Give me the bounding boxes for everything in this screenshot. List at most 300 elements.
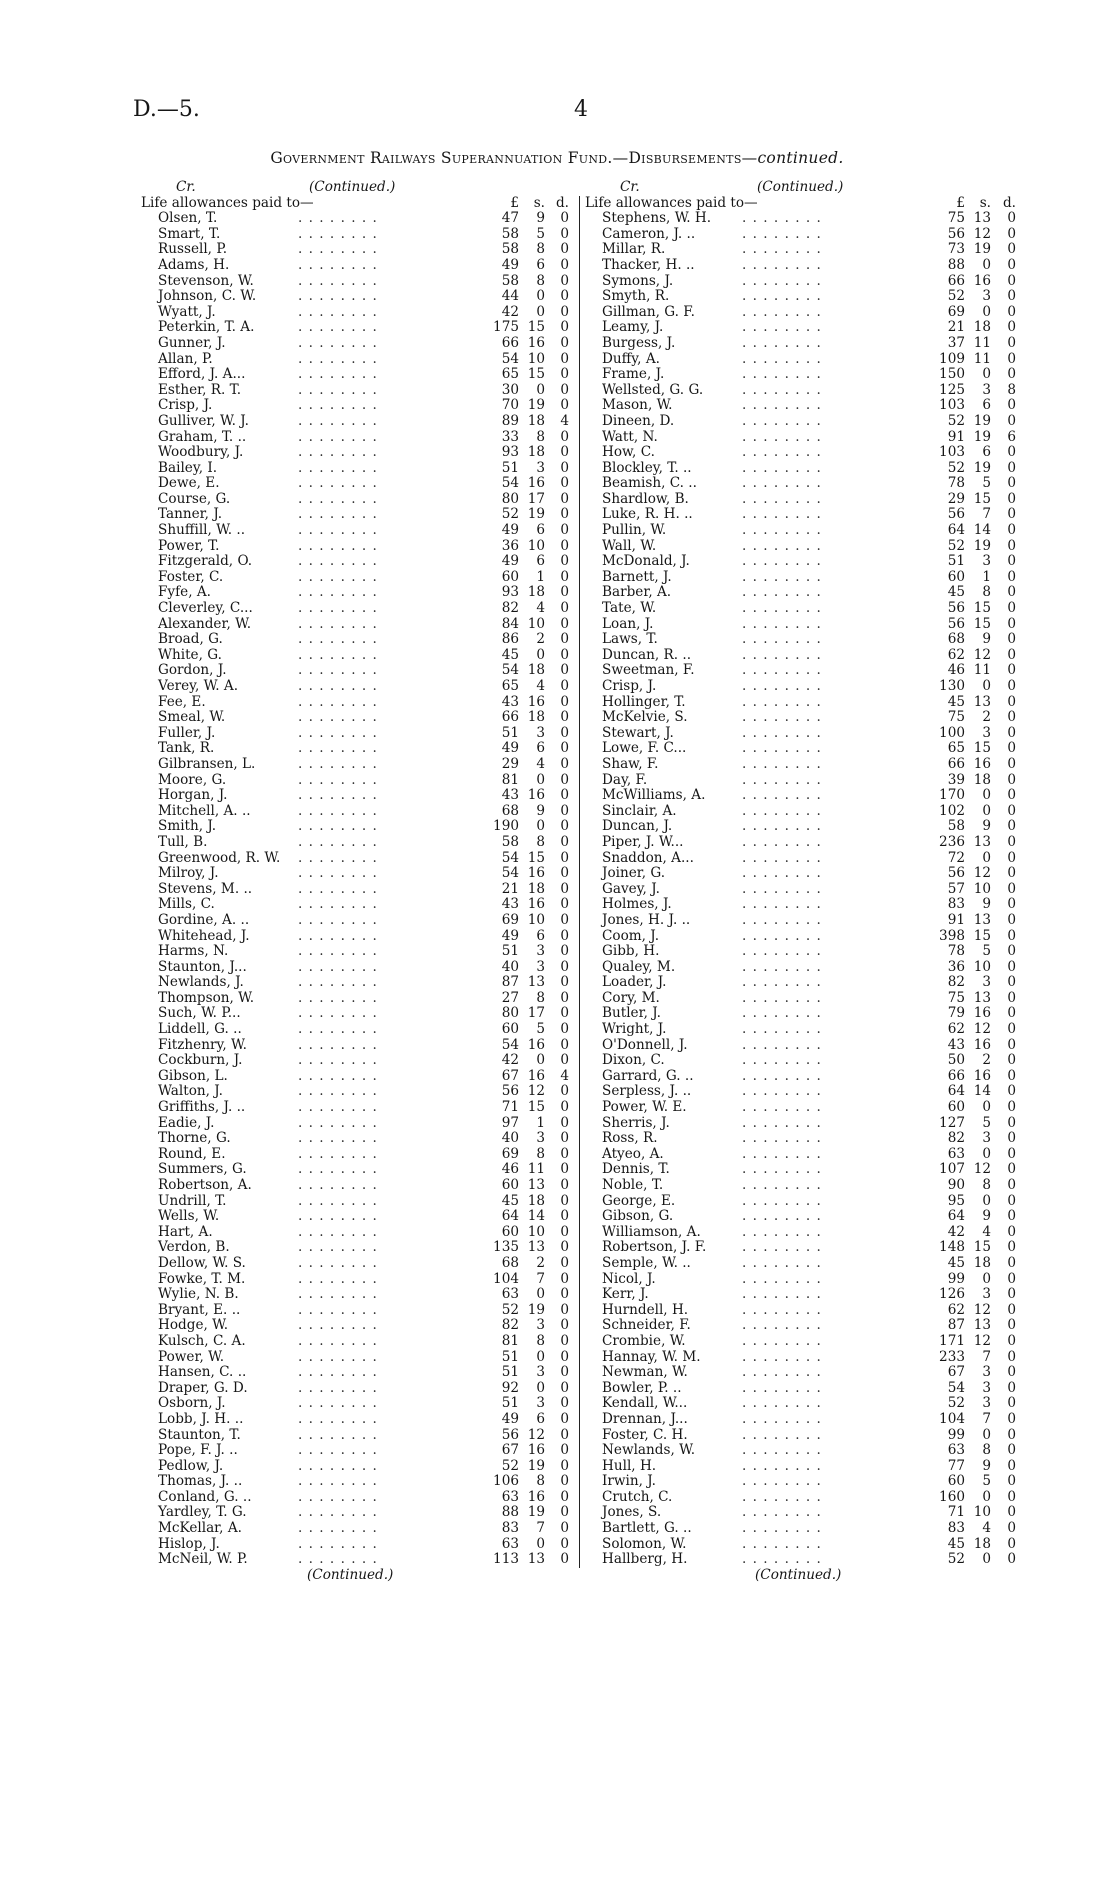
- amount-pence: 0: [560, 366, 569, 383]
- amount-pounds: 398: [939, 927, 965, 944]
- leader-dots: . . . . . . . .: [742, 802, 822, 819]
- amount-pence: 0: [560, 1208, 569, 1225]
- amount-shillings: 13: [527, 1239, 545, 1256]
- amount-shillings: 0: [982, 1551, 991, 1568]
- table-row: [585, 1038, 1022, 1054]
- section-header: [141, 196, 579, 212]
- amount-pence: 0: [1007, 1301, 1016, 1318]
- leader-dots: . . . . . . . .: [298, 412, 378, 429]
- table-row: [141, 975, 579, 991]
- amount-shillings: 8: [982, 1442, 991, 1459]
- amount-pounds: 92: [501, 1379, 519, 1396]
- table-row: [141, 1006, 579, 1022]
- amount-pence: 0: [1007, 927, 1016, 944]
- payee-name: Drennan, J...: [602, 1410, 688, 1427]
- table-row: [585, 835, 1022, 851]
- page-title: [0, 149, 1114, 167]
- amount-pounds: 49: [501, 522, 519, 539]
- leader-dots: . . . . . . . .: [742, 740, 822, 757]
- leader-dots: . . . . . . . .: [298, 1052, 378, 1069]
- table-row: [585, 211, 1022, 227]
- table-row: [585, 1537, 1022, 1553]
- table-row: [141, 726, 579, 742]
- amount-pounds: 54: [947, 1379, 965, 1396]
- amount-pence: 0: [560, 522, 569, 539]
- amount-pence: 0: [1007, 958, 1016, 975]
- amount-pounds: 90: [947, 1177, 965, 1193]
- amount-pence: 0: [560, 1130, 569, 1147]
- table-row: [585, 1194, 1022, 1210]
- amount-pence: 0: [1007, 1130, 1016, 1147]
- amount-shillings: 8: [536, 1332, 545, 1349]
- right-column-body: [585, 196, 1022, 1568]
- leader-dots: . . . . . . . .: [298, 631, 378, 648]
- payee-name: Hodge, W.: [158, 1317, 229, 1334]
- leader-dots: . . . . . . . .: [742, 833, 822, 850]
- amount-shillings: 6: [982, 397, 991, 414]
- amount-shillings: 19: [527, 506, 545, 523]
- amount-shillings: 19: [527, 397, 545, 414]
- amount-pence: 0: [560, 600, 569, 617]
- payee-name: Hart, A.: [158, 1223, 213, 1240]
- amount-pence: 0: [1007, 1254, 1016, 1271]
- amount-shillings: 13: [973, 210, 991, 227]
- table-row: [585, 929, 1022, 945]
- payee-name: Fitzgerald, O.: [158, 553, 253, 570]
- amount-shillings: 7: [536, 1520, 545, 1537]
- amount-shillings: 0: [982, 787, 991, 804]
- amount-pence: 0: [1007, 1192, 1016, 1209]
- leader-dots: . . . . . . . .: [742, 1021, 822, 1038]
- amount-shillings: 18: [973, 1535, 991, 1552]
- amount-pence: 0: [560, 1395, 569, 1412]
- leader-dots: . . . . . . . .: [742, 444, 822, 461]
- amount-shillings: 0: [982, 303, 991, 320]
- payee-name: Tanner, J.: [158, 506, 223, 523]
- amount-shillings: 3: [536, 724, 545, 741]
- table-row: [585, 570, 1022, 586]
- payee-name: Smeal, W.: [158, 709, 226, 726]
- amount-shillings: 8: [536, 241, 545, 258]
- amount-shillings: 19: [973, 537, 991, 554]
- amount-shillings: 13: [973, 989, 991, 1006]
- payee-name: Serpless, J. ..: [602, 1083, 692, 1100]
- payee-name: Power, W. E.: [602, 1099, 687, 1116]
- amount-shillings: 12: [527, 1426, 545, 1443]
- payee-name: Graham, T. ..: [158, 428, 247, 445]
- leader-dots: . . . . . . . .: [298, 693, 378, 710]
- table-row: [585, 1474, 1022, 1490]
- amount-pounds: 36: [501, 537, 519, 554]
- payee-name: Atyeo, A.: [602, 1145, 664, 1162]
- table-row: [141, 320, 579, 336]
- amount-pounds: 87: [947, 1317, 965, 1334]
- leader-dots: . . . . . . . .: [742, 755, 822, 772]
- amount-pence: 0: [1007, 522, 1016, 539]
- amount-shillings: 3: [982, 974, 991, 991]
- amount-shillings: 16: [973, 272, 991, 289]
- payee-name: Crutch, C.: [602, 1488, 673, 1505]
- amount-shillings: 17: [527, 1005, 545, 1022]
- amount-pence: 0: [1007, 444, 1016, 461]
- payee-name: Broad, G.: [158, 631, 223, 648]
- amount-pounds: 67: [501, 1442, 519, 1459]
- amount-shillings: 11: [973, 662, 991, 679]
- table-row: [141, 242, 579, 258]
- amount-pence: 0: [1007, 1114, 1016, 1131]
- amount-shillings: 4: [536, 755, 545, 772]
- payee-name: Efford, J. A...: [158, 366, 246, 383]
- table-row: [585, 757, 1022, 773]
- amount-pounds: 106: [493, 1473, 519, 1490]
- leader-dots: . . . . . . . .: [298, 833, 378, 850]
- amount-pounds: 93: [501, 584, 519, 601]
- amount-pence: 0: [560, 849, 569, 866]
- table-row: [585, 1147, 1022, 1163]
- leader-dots: . . . . . . . .: [742, 662, 822, 679]
- leader-dots: . . . . . . . .: [298, 444, 378, 461]
- amount-pounds: 42: [501, 1052, 519, 1069]
- table-row: [585, 960, 1022, 976]
- footer-continued: (Continued.): [307, 1566, 394, 1583]
- table-row: [585, 430, 1022, 446]
- amount-pence: 0: [1007, 210, 1016, 227]
- amount-pence: 0: [1007, 1036, 1016, 1053]
- amount-pounds: 29: [947, 490, 965, 507]
- amount-shillings: 9: [982, 818, 991, 835]
- amount-shillings: 13: [527, 1177, 545, 1193]
- payee-name: Semple, W. ..: [602, 1254, 691, 1271]
- amount-shillings: 14: [973, 522, 991, 539]
- amount-pounds: 51: [501, 724, 519, 741]
- table-row: [585, 944, 1022, 960]
- amount-pence: 0: [560, 350, 569, 367]
- payee-name: Thomas, J. ..: [158, 1473, 243, 1490]
- leader-dots: . . . . . . . .: [742, 303, 822, 320]
- amount-shillings: 15: [973, 490, 991, 507]
- leader-dots: . . . . . . . .: [742, 1254, 822, 1271]
- table-row: [585, 523, 1022, 539]
- payee-name: Robertson, J. F.: [602, 1239, 707, 1256]
- amount-shillings: 6: [536, 522, 545, 539]
- table-row: [141, 289, 579, 305]
- payee-name: Staunton, T.: [158, 1426, 241, 1443]
- amount-pounds: 62: [947, 1301, 965, 1318]
- amount-pence: 0: [560, 615, 569, 632]
- leader-dots: . . . . . . . .: [742, 1052, 822, 1069]
- amount-shillings: 16: [973, 1005, 991, 1022]
- table-row: [141, 1022, 579, 1038]
- continued-label: (Continued.): [757, 179, 844, 195]
- leader-dots: . . . . . . . .: [298, 1488, 378, 1505]
- amount-shillings: 16: [973, 755, 991, 772]
- leader-dots: . . . . . . . .: [298, 1114, 378, 1131]
- table-row: [141, 570, 579, 586]
- amount-pounds: 21: [947, 319, 965, 336]
- table-row: [141, 1490, 579, 1506]
- leader-dots: . . . . . . . .: [742, 849, 822, 866]
- amount-pounds: 54: [501, 475, 519, 492]
- amount-pounds: 52: [947, 459, 965, 476]
- leader-dots: . . . . . . . .: [298, 225, 378, 242]
- payee-name: Piper, J. W...: [602, 833, 684, 850]
- amount-pounds: 89: [501, 412, 519, 429]
- amount-pounds: 60: [947, 1473, 965, 1490]
- amount-shillings: 8: [536, 428, 545, 445]
- payee-name: Smart, T.: [158, 225, 221, 242]
- amount-pounds: 45: [947, 1254, 965, 1271]
- amount-pence: 0: [1007, 1223, 1016, 1240]
- amount-pounds: 58: [947, 818, 965, 835]
- amount-pence: 6: [1007, 428, 1016, 445]
- payee-name: Butler, J.: [602, 1005, 661, 1022]
- amount-pounds: 62: [947, 646, 965, 663]
- allowance-list: [585, 211, 1022, 1568]
- leader-dots: . . . . . . . .: [298, 1442, 378, 1459]
- payee-name: Round, E.: [158, 1145, 226, 1162]
- leader-dots: . . . . . . . .: [298, 958, 378, 975]
- leader-dots: . . . . . . . .: [742, 412, 822, 429]
- payee-name: Foster, C. H.: [602, 1426, 688, 1443]
- amount-pounds: 81: [501, 771, 519, 788]
- amount-pence: 0: [560, 1145, 569, 1162]
- table-row: [585, 289, 1022, 305]
- amount-pence: 0: [560, 802, 569, 819]
- amount-pence: 0: [1007, 1348, 1016, 1365]
- amount-shillings: 0: [536, 1286, 545, 1303]
- leader-dots: . . . . . . . .: [298, 288, 378, 305]
- payee-name: Sweetman, F.: [602, 662, 695, 679]
- leader-dots: . . . . . . . .: [742, 475, 822, 492]
- leader-dots: . . . . . . . .: [742, 1395, 822, 1412]
- leader-dots: . . . . . . . .: [742, 1208, 822, 1225]
- amount-pence: 0: [560, 1348, 569, 1365]
- amount-pounds: 84: [501, 615, 519, 632]
- amount-pounds: 64: [501, 1208, 519, 1225]
- amount-pounds: 75: [947, 989, 965, 1006]
- amount-pence: 0: [560, 678, 569, 694]
- amount-pence: 0: [560, 989, 569, 1006]
- table-row: [141, 1552, 579, 1568]
- payee-name: Crombie, W.: [602, 1332, 686, 1349]
- amount-pence: 0: [1007, 896, 1016, 913]
- amount-pence: 0: [560, 1301, 569, 1318]
- leader-dots: . . . . . . . .: [742, 943, 822, 960]
- title-main: Government Railways Superannuation Fund.—Disbursements—: [270, 149, 758, 167]
- payee-name: Dixon, C.: [602, 1052, 665, 1069]
- amount-pence: 0: [1007, 490, 1016, 507]
- payee-name: Olsen, T.: [158, 210, 218, 227]
- amount-shillings: 4: [982, 1520, 991, 1537]
- amount-pounds: 63: [947, 1442, 965, 1459]
- amount-pounds: 67: [501, 1067, 519, 1084]
- amount-pence: 0: [560, 1410, 569, 1427]
- amount-pounds: 56: [501, 1083, 519, 1100]
- payee-name: Fitzhenry, W.: [158, 1036, 247, 1053]
- leader-dots: . . . . . . . .: [298, 1426, 378, 1443]
- payee-name: Fyfe, A.: [158, 584, 211, 601]
- payee-name: Gibson, L.: [158, 1067, 228, 1084]
- amount-pounds: 58: [501, 225, 519, 242]
- amount-pence: 0: [1007, 1099, 1016, 1116]
- payee-name: Hannay, W. M.: [602, 1348, 701, 1365]
- amount-pence: 0: [1007, 256, 1016, 273]
- leader-dots: . . . . . . . .: [298, 1005, 378, 1022]
- amount-shillings: 0: [982, 1488, 991, 1505]
- leader-dots: . . . . . . . .: [298, 849, 378, 866]
- payee-name: Shaw, F.: [602, 755, 659, 772]
- amount-shillings: 18: [527, 880, 545, 897]
- table-row: [141, 1084, 579, 1100]
- leader-dots: . . . . . . . .: [298, 522, 378, 539]
- amount-shillings: 14: [973, 1083, 991, 1100]
- payee-name: Stewart, J.: [602, 724, 674, 741]
- amount-pounds: 60: [501, 1177, 519, 1193]
- payee-name: Thompson, W.: [158, 989, 255, 1006]
- leader-dots: . . . . . . . .: [298, 1021, 378, 1038]
- table-row: [141, 305, 579, 321]
- leader-dots: . . . . . . . .: [298, 927, 378, 944]
- leader-dots: . . . . . . . .: [742, 1192, 822, 1209]
- section-label: Life allowances paid to—: [585, 194, 758, 211]
- amount-pounds: 44: [501, 288, 519, 305]
- amount-shillings: 16: [527, 787, 545, 804]
- amount-pence: 0: [1007, 272, 1016, 289]
- leader-dots: . . . . . . . .: [298, 1364, 378, 1381]
- amount-pounds: 49: [501, 256, 519, 273]
- leader-dots: . . . . . . . .: [742, 1364, 822, 1381]
- amount-shillings: 18: [973, 771, 991, 788]
- table-row: [141, 648, 579, 664]
- leader-dots: . . . . . . . .: [298, 1254, 378, 1271]
- amount-pounds: 88: [501, 1504, 519, 1521]
- shillings-unit: s.: [979, 194, 991, 211]
- amount-pence: 0: [1007, 943, 1016, 960]
- table-row: [141, 913, 579, 929]
- table-row: [141, 617, 579, 633]
- amount-pence: 0: [560, 1442, 569, 1459]
- amount-shillings: 16: [527, 1067, 545, 1084]
- amount-pence: 0: [560, 880, 569, 897]
- payee-name: Laws, T.: [602, 631, 658, 648]
- amount-shillings: 8: [536, 989, 545, 1006]
- table-row: [585, 585, 1022, 601]
- amount-pence: 0: [1007, 1332, 1016, 1349]
- amount-pence: 0: [1007, 1442, 1016, 1459]
- leader-dots: . . . . . . . .: [742, 1301, 822, 1318]
- leader-dots: . . . . . . . .: [742, 1083, 822, 1100]
- amount-shillings: 10: [973, 880, 991, 897]
- payee-name: Tank, R.: [158, 740, 215, 757]
- table-row: [585, 1505, 1022, 1521]
- amount-pounds: 66: [947, 755, 965, 772]
- amount-shillings: 3: [982, 381, 991, 398]
- table-row: [141, 352, 579, 368]
- leader-dots: . . . . . . . .: [742, 397, 822, 414]
- table-row: [585, 851, 1022, 867]
- payee-name: Bartlett, G. ..: [602, 1520, 692, 1537]
- table-row: [585, 710, 1022, 726]
- amount-shillings: 18: [527, 444, 545, 461]
- leader-dots: . . . . . . . .: [298, 974, 378, 991]
- payee-name: Lowe, F. C...: [602, 740, 687, 757]
- table-row: [141, 1505, 579, 1521]
- leader-dots: . . . . . . . .: [742, 537, 822, 554]
- table-row: [141, 1053, 579, 1069]
- payee-name: Shuffill, W. ..: [158, 522, 246, 539]
- amount-shillings: 0: [982, 256, 991, 273]
- amount-pence: 0: [1007, 911, 1016, 928]
- leader-dots: . . . . . . . .: [298, 1130, 378, 1147]
- amount-shillings: 3: [982, 553, 991, 570]
- cr-label: Cr.: [620, 179, 640, 195]
- table-row: [141, 585, 579, 601]
- amount-pence: 0: [1007, 319, 1016, 336]
- amount-pence: 0: [560, 319, 569, 336]
- amount-pounds: 56: [947, 506, 965, 523]
- amount-pounds: 102: [939, 802, 965, 819]
- amount-pence: 0: [1007, 600, 1016, 617]
- table-row: [141, 1225, 579, 1241]
- amount-shillings: 8: [536, 272, 545, 289]
- amount-pence: 0: [560, 1177, 569, 1193]
- amount-shillings: 7: [982, 1348, 991, 1365]
- amount-pence: 0: [1007, 459, 1016, 476]
- table-row: [585, 1428, 1022, 1444]
- amount-pence: 0: [560, 444, 569, 461]
- amount-pounds: 65: [947, 740, 965, 757]
- table-row: [585, 1069, 1022, 1085]
- amount-pounds: 49: [501, 740, 519, 757]
- table-row: [141, 1303, 579, 1319]
- amount-shillings: 3: [536, 958, 545, 975]
- table-row: [141, 601, 579, 617]
- leader-dots: . . . . . . . .: [742, 693, 822, 710]
- table-row: [141, 695, 579, 711]
- table-row: [585, 1490, 1022, 1506]
- amount-pence: 0: [560, 225, 569, 242]
- amount-shillings: 12: [973, 1161, 991, 1178]
- amount-pounds: 43: [501, 896, 519, 913]
- amount-shillings: 10: [973, 1504, 991, 1521]
- table-row: [141, 710, 579, 726]
- table-row: [585, 1084, 1022, 1100]
- amount-shillings: 15: [973, 615, 991, 632]
- payee-name: McDonald, J.: [602, 553, 690, 570]
- leader-dots: . . . . . . . .: [742, 1239, 822, 1256]
- amount-pence: 0: [560, 256, 569, 273]
- payee-name: Yardley, T. G.: [158, 1504, 247, 1521]
- amount-shillings: 0: [536, 381, 545, 398]
- table-row: [585, 804, 1022, 820]
- payee-name: Dellow, W. S.: [158, 1254, 246, 1271]
- payee-name: Jones, H. J. ..: [602, 911, 691, 928]
- section-header: [585, 196, 1022, 212]
- amount-pounds: 49: [501, 927, 519, 944]
- table-row: [141, 461, 579, 477]
- amount-pence: 0: [1007, 1021, 1016, 1038]
- amount-pounds: 125: [939, 381, 965, 398]
- leader-dots: . . . . . . . .: [298, 740, 378, 757]
- amount-shillings: 13: [527, 974, 545, 991]
- leader-dots: . . . . . . . .: [742, 1348, 822, 1365]
- amount-shillings: 12: [527, 1083, 545, 1100]
- payee-name: Joiner, G.: [602, 865, 666, 882]
- payee-name: Gunner, J.: [158, 334, 226, 351]
- leader-dots: . . . . . . . .: [298, 428, 378, 445]
- leader-dots: . . . . . . . .: [742, 1005, 822, 1022]
- table-row: [585, 1116, 1022, 1132]
